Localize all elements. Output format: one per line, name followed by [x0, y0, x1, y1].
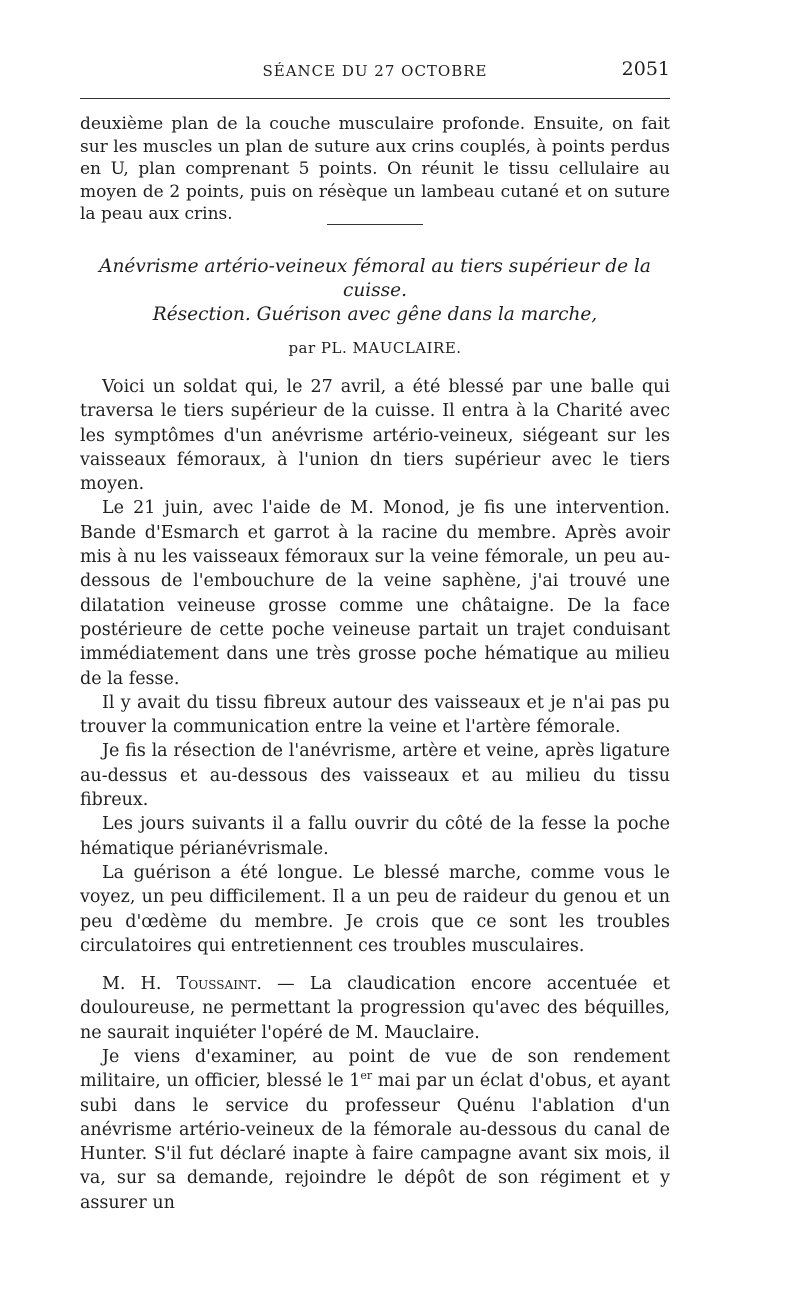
body-paragraph: Voici un soldat qui, le 27 avril, a été blessé par une balle qui traversa le tiers supérieur de la cuisse. Il entra à la Charité avec les symptômes d'un anévrisme artério-veineux, siégeant sur les vaisseaux fémoraux, à l'union dn tiers supérieur avec le tiers moyen.	[80, 376, 670, 495]
running-title: SÉANCE DU 27 OCTOBRE	[262, 62, 488, 80]
body-paragraph: Je fis la résection de l'anévrisme, artère et veine, après ligature au-dessus et au-dessous des vaisseaux et au milieu du tissu fibreux.	[80, 741, 670, 811]
article-subtitle: Résection. Guérison avec gêne dans la marche,	[152, 303, 598, 325]
section-divider	[327, 224, 423, 225]
body-paragraph: Le 21 juin, avec l'aide de M. Monod, je fis une intervention. Bande d'Esmarch et garrot à la racine du membre. Après avoir mis à nu les vaisseaux fémoraux sur la veine fémorale, un peu au-dessous de l'embouchure de la veine saphène, j'ai trouvé une dilatation veineuse grosse comme une châtaigne. De la face postérieure de cette poche veineuse partait un trajet conduisant immédiatement dans une très grosse poche hématique au milieu de la fesse.	[80, 498, 670, 689]
intro-section	[80, 113, 670, 226]
article-byline: par PL. MAUCLAIRE.	[288, 338, 462, 357]
book-page	[80, 56, 670, 1215]
discussion-remark	[80, 972, 670, 1045]
discussion-continuation	[80, 1045, 670, 1215]
ordinal-superscript: er	[360, 1069, 373, 1083]
continuation-text-end: mai par un éclat d'obus, et ayant subi dans le service du professeur Quénu l'ablation d'un anévrisme artério-veineux de la fémorale au-dessous du canal de Hunter. S'il fut déclaré inapte à faire campagne avant six mois, il va, sur sa demande, rejoindre le dépôt de son régiment et y assurer un	[80, 1071, 670, 1213]
body-paragraph: Les jours suivants il a fallu ouvrir du côté de la fesse la poche hématique périanévrismale.	[80, 814, 670, 859]
body-paragraph: La guérison a été longue. Le blessé marche, comme vous le voyez, un peu difficilement. Il a un peu de raideur du genou et un peu d'œdème du membre. Je crois que ce sont les troubles circulatoires qui entretiennent ces troubles musculaires.	[80, 862, 670, 956]
discussion-section	[80, 972, 670, 1215]
page-number: 2051	[621, 58, 670, 80]
continuation-text: Je viens d'examiner, au point de vue de son rendement militaire, un officier, blessé le 1	[80, 1046, 670, 1092]
speaker-name: M. H. Toussaint.	[102, 974, 262, 995]
header-rule	[80, 98, 670, 99]
spacer	[80, 958, 670, 972]
article-title: Anévrisme artério-veineux fémoral au tiers supérieur de la cuisse.	[99, 255, 651, 301]
intro-paragraph: deuxième plan de la couche musculaire profonde. Ensuite, on fait sur les muscles un plan de suture aux crins couplés, à points perdus en U, plan comprenant 5 points. On réunit le tissu cellulaire au moyen de 2 points, puis on résèque un lambeau cutané et on suture la peau aux crins.	[80, 114, 670, 225]
remark-text: — La claudication encore accentuée et douloureuse, ne permettant la progression qu'avec des béquilles, ne saurait inquiéter l'opéré de M. Mauclaire.	[80, 974, 670, 1043]
article-body	[80, 375, 670, 958]
body-paragraph: Il y avait du tissu fibreux autour des vaisseaux et je n'ai pas pu trouver la communication entre la veine et l'artère fémorale.	[80, 692, 670, 738]
running-header	[80, 56, 670, 86]
